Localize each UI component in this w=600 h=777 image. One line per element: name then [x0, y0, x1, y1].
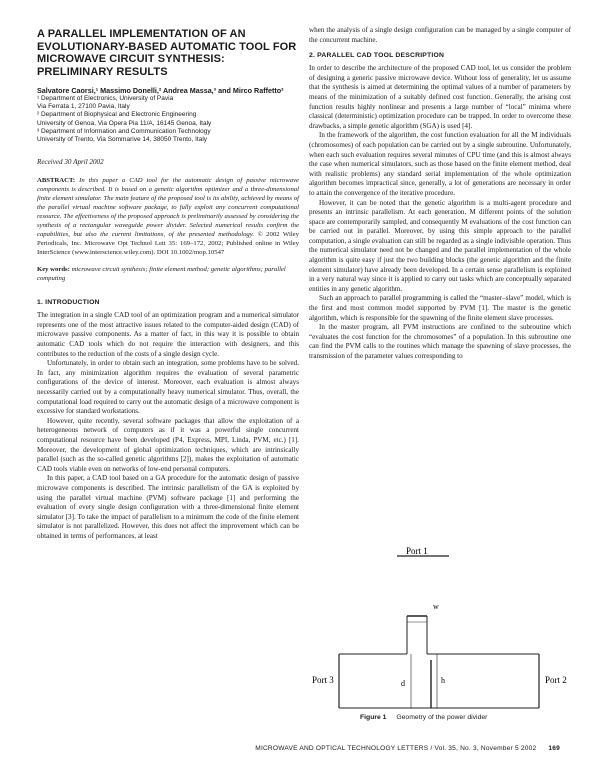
figure-caption-label: Figure 1: [360, 714, 387, 721]
d-label: d: [401, 679, 405, 688]
port3-label: Port 3: [312, 675, 334, 685]
power-divider-figure: [309, 536, 571, 716]
figure-caption-text: Geometry of the power divider: [396, 714, 488, 721]
affiliation-line: University of Genoa, Via Opera Pia 11/A, 16145 Genoa, Italy: [37, 119, 212, 127]
affiliation-line: University of Trento, Via Sommarive 14, 38050 Trento, Italy: [37, 136, 208, 144]
page-number: 169: [548, 745, 560, 752]
paragraph: In this paper, a CAD tool based on a GA procedure for the automatic design of passive microwave components is described. The intrinsic parallelism of the GA is exploited by using the parallel virtual machine (PVM) software package [1] and performing the evaluation of every single design configuration with a three-dimensional finite element simulator [3]. To take the impact of parallelism to a minimum the code of the finite element simulator is not parallelized. However, this does not affect the improvement which can be obtained in terms of performances, at least: [37, 474, 299, 540]
paragraph: In the framework of the algorithm, the cost function evaluation for all the M individuals (chromosomes) of each population can be carried out by a single subroutine. Unfortunately, when each such evaluation requires several minutes of CPU time (and this is almost always the case when numerical simulators, such as those based on the finite element method, deal with realistic problems) any standard serial implementation of the whole optimization algorithm becomes impractical since, generally, a lot of generations are necessary in order to attain the convergence of the iterative procedure.: [309, 131, 571, 197]
paragraph: However, it can be noted that the genetic algorithm is a multi-agent procedure and presents an intrinsic parallelism. At each generation, M different points of the solution space are contemporarily sampled, and consequently M evaluations of the cost function can be carried out in parallel. Moreover, by using this simple approach to the parallel computation, a single evaluation can still be regarded as a single indivisible operation. Thus the numerical simulator need not be changed and the parallel implementation of the whole algorithm is quite easy if just the two building blocks (the genetic algorithm and the finite element simulator) have already been developed. In a certain sense parallelism is exploited in a very natural way since it is applied to carry out tasks which are conceptually separated entities in any genetic algorithm.: [309, 198, 571, 293]
keywords-label: Key words:: [37, 266, 70, 274]
abstract-label: ABSTRACT:: [37, 177, 76, 185]
page-footer: [200, 745, 560, 752]
paragraph: The integration in a single CAD tool of an optimization program and a numerical simulator represents one of the most attractive issues related to the computer-aided design (CAD) of microwave passive components. As a matter of fact, in this way it is possible to obtain automatic CAD tools which do not require the interaction with designers, and this contributes to the reduction of the costs of a single design cycle.: [37, 311, 299, 358]
port2-label: Port 2: [545, 675, 567, 685]
w-label: w: [433, 602, 439, 611]
paragraph: Unfortunately, in order to obtain such an integration, some problems have to be solved. In fact, any minimization algorithm requires the evaluation of several parametric configurations of the device of interest. Moreover, each evaluation is almost always necessarily carried out by a computationally heavy numerical simulator. Thus, overall, the computational load required to carry out the automatic design of a microwave component is excessive for standard workstations.: [37, 359, 299, 416]
journal-reference: MICROWAVE AND OPTICAL TECHNOLOGY LETTERS / Vol. 35, No. 3, November 5 2002: [255, 745, 537, 752]
abstract-citation: © 2002 Wiley Periodicals, Inc. Microwave Opt Technol Lett 35: 169–172, 2002; Published online in Wiley InterScience (www.interscience.wiley.com). DOI 10.1002/mop.10547: [37, 231, 299, 257]
figure-caption: [360, 714, 487, 721]
left-column: [37, 26, 299, 541]
section-heading-cad-tool: 2. PARALLEL CAD TOOL DESCRIPTION: [309, 52, 445, 60]
right-column: [309, 26, 571, 362]
keywords-body: microwave circuit synthesis; finite element method; genetic algorithms; parallel computing: [37, 266, 286, 283]
affiliations: [37, 95, 299, 144]
keywords: [37, 265, 299, 283]
section-heading-introduction: 1. INTRODUCTION: [37, 299, 100, 307]
abstract-body: In this paper a CAD tool for the automatic design of passive microwave components is described. It is based on a genetic algorithm optimizer and a three-dimensional finite element simulator. The main feature of the proposed tool is its ability, achieved by means of the parallel virtual machine software package, to fully exploit any concurrent computational resource. The effectiveness of the proposed approach is preliminarily assessed by considering the synthesis of a rectangular waveguide power divider. Selected numerical results confirm the capabilities, but also the current limitations, of the presented methodology.: [37, 177, 300, 239]
abstract: [37, 176, 299, 257]
paragraph: when the analysis of a single design configuration can be managed by a single computer of the concurrent machine.: [309, 26, 571, 44]
affiliation-line: Via Ferrata 1, 27100 Pavia, Italy: [37, 103, 130, 111]
paragraph: However, quite recently, several software packages that allow the exploitation of a heterogeneous network of computers as if it was a powerful single concurrent computational resource have been developed (P4, Express, MPI, Linda, PVM, etc.) [1]. Moreover, the development of global optimization techniques, which are intrinsically parallel (such as the so-called genetic algorithms [2]), makes the exploitation of automatic CAD tools viable even on networks of low-end personal computers.: [37, 416, 299, 473]
affiliation-line: ³ Department of Information and Communication Technology: [37, 127, 211, 135]
h-label: h: [441, 676, 445, 685]
paper-title: A PARALLEL IMPLEMENTATION OF AN EVOLUTIONARY-BASED AUTOMATIC TOOL FOR MICROWAVE CIRCUIT SYNTHESIS: PRELIMINARY RESULTS: [37, 28, 297, 78]
paragraph: In order to describe the architecture of the proposed CAD tool, let us consider the problem of designing a generic passive microwave device. Without loss of generality, let us assume that the synthesis is aimed at determining the optimal values of a number of parameters by means of the minimization of a suitably defined cost function. Generally, the arising cost function results highly nonlinear and presents a large number of “local” minima where classical (deterministic) optimization procedure can be trapped. In order to overcome these drawbacks, a simple genetic algorithm (SGA) is used [4].: [309, 64, 571, 130]
paragraph: Such an approach to parallel programming is called the “master–slave” model, which is the first and most common model supported by PVM [1]. The master is the genetic algorithm, which is responsible for the spawning of the finite element slave processes.: [309, 294, 571, 322]
received-date: Received 30 April 2002: [37, 158, 104, 167]
affiliation-line: ¹ Department of Electronics, University of Pavia: [37, 95, 174, 102]
affiliation-line: ² Department of Biophysical and Electronic Engineering: [37, 111, 197, 119]
author-list: Salvatore Caorsi,¹ Massimo Donelli,² Andrea Massa,³ and Mirco Raffetto²: [37, 86, 284, 95]
paragraph: In the master program, all PVM instructions are confined to the subroutine which “evaluates the cost function for the chromosomes” of a population. In this subroutine one can find the PVM calls to the routines which manage the spawning of slave processes, the transmission of the parameter values corresponding to: [309, 323, 571, 360]
port1-label: Port 1: [406, 546, 428, 556]
